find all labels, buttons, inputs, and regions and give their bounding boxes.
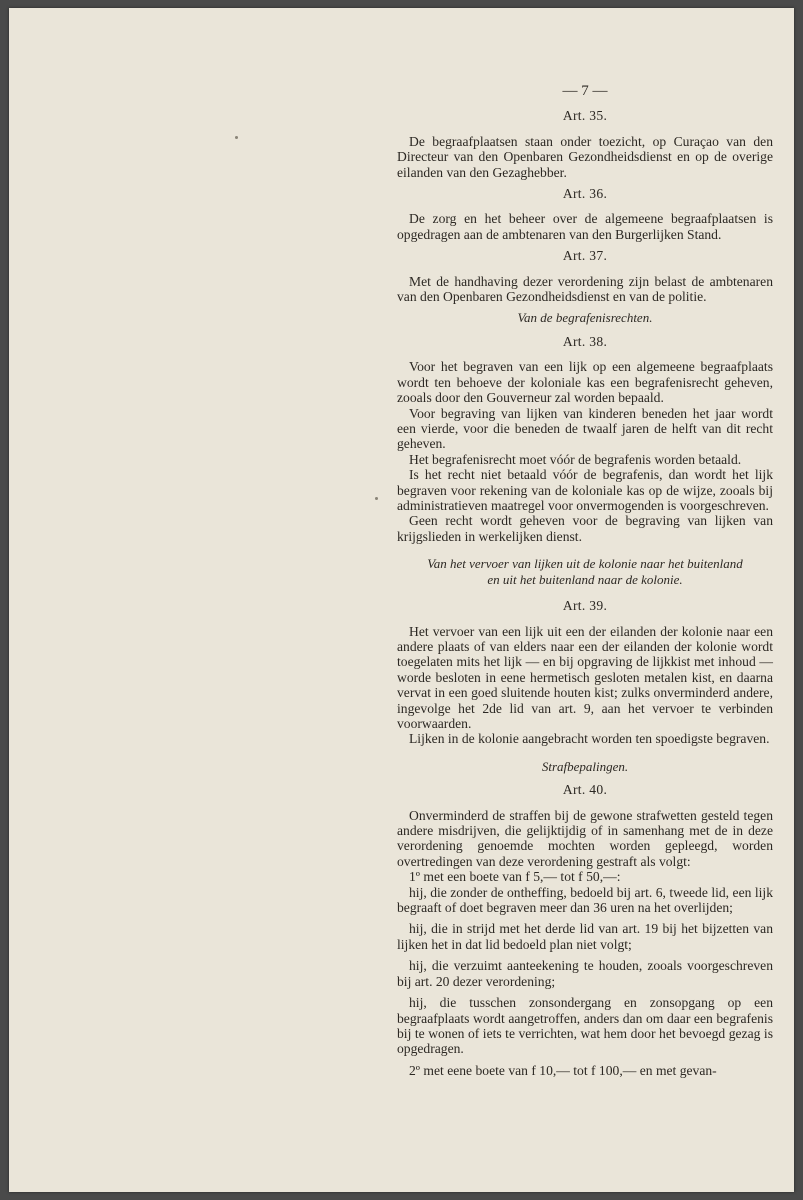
paragraph: De zorg en het beheer over de algemeene begraafplaatsen is opgedragen aan de ambtenaren van den Burgerlijken Stand. bbox=[397, 211, 773, 242]
paragraph: Lijken in de kolonie aangebracht worden ten spoedigste begraven. bbox=[409, 731, 770, 747]
paragraph: Onverminderd de straffen bij de gewone strafwetten gesteld tegen andere misdrijven, die gelijktijdig of in samenhang met de in deze verordening genoemde mochten worden gepleegd, worden overtredingen van deze verordening gestraft als volgt: bbox=[397, 807, 773, 869]
article-heading: Art. 37. bbox=[562, 248, 608, 264]
paragraph: 2º met eene boete van f 10,— tot f 100,— en met gevan- bbox=[409, 1062, 717, 1078]
paragraph: hij, die tusschen zonsondergang en zonsopgang op een begraafplaats wordt aangetroffen, anders dan om daar een begrafenis bij te wonen of iets te verrichten, wat hem door het bevoegd gezag is opgedragen. bbox=[397, 995, 773, 1057]
paragraph: Het begrafenisrecht moet vóór de begrafenis worden betaald. bbox=[409, 451, 742, 467]
article-heading: Art. 39. bbox=[562, 598, 608, 614]
section-heading: Van de begrafenisrechten. bbox=[517, 310, 653, 326]
paragraph: Voor begraving van lijken van kinderen beneden het jaar wordt een vierde, voor die beneden de twaalf jaren de helft van dit recht geheven. bbox=[397, 405, 773, 452]
paragraph: De begraafplaatsen staan onder toezicht, op Curaçao van den Directeur van den Openbaren Gezondheidsdienst en op de overige eilanden van den Gezaghebber. bbox=[397, 133, 773, 180]
paragraph: Het vervoer van een lijk uit een der eilanden der kolonie naar een andere plaats of van elders naar een der eilanden der kolonie wordt toegelaten mits het lijk — en bij opgraving de lijkkist met inhoud — worde besloten in eene hermetisch gesloten metalen kist, en daarna vervat in een goed sluitende houten kist; zulks onverminderd andere, ingevolge het 2de lid van art. 9, aan het vervoer te verbinden voorwaarden. bbox=[397, 623, 773, 731]
article-heading: Art. 36. bbox=[562, 186, 608, 202]
speck-mark bbox=[375, 497, 378, 500]
paragraph: Geen recht wordt geheven voor de begraving van lijken van krijgslieden in werkelijken dienst. bbox=[397, 513, 773, 544]
article-heading: Art. 35. bbox=[562, 108, 608, 124]
page-number: — 7 — bbox=[562, 83, 608, 99]
section-heading-line: Van het vervoer van lijken uit de kolonie naar het buitenland bbox=[427, 556, 743, 572]
paragraph: hij, die in strijd met het derde lid van art. 19 bij het bijzetten van lijken het in dat lid bedoeld plan niet volgt; bbox=[397, 921, 773, 952]
scanned-page bbox=[9, 8, 794, 1192]
speck-mark bbox=[235, 136, 238, 139]
section-heading-line: en uit het buitenland naar de kolonie. bbox=[487, 572, 683, 588]
section-heading bbox=[397, 556, 773, 588]
section-heading: Strafbepalingen. bbox=[541, 758, 629, 774]
paragraph: 1º met een boete van f 5,— tot f 50,—: bbox=[409, 869, 621, 885]
paragraph: Voor het begraven van een lijk op een algemeene begraafplaats wordt ten behoeve der koloniale kas een begrafenisrecht geheven, zooals door den Gouverneur zal worden bepaald. bbox=[397, 359, 773, 406]
text-column bbox=[397, 84, 773, 1078]
paragraph: Met de handhaving dezer verordening zijn belast de ambtenaren van den Openbaren Gezondheidsdienst en van de politie. bbox=[397, 273, 773, 305]
paragraph: hij, die zonder de ontheffing, bedoeld bij art. 6, tweede lid, een lijk begraaft of doet begraven meer dan 36 uren na het overlijden; bbox=[397, 884, 773, 916]
paragraph: hij, die verzuimt aanteekening te houden, zooals voorgeschreven bij art. 20 dezer verordening; bbox=[397, 958, 773, 989]
paragraph: Is het recht niet betaald vóór de begrafenis, dan wordt het lijk begraven voor rekening van de koloniale kas op de wijze, zooals bij administratieven maatregel voor onvermogenden is voorgeschreven. bbox=[397, 467, 773, 513]
article-heading: Art. 40. bbox=[562, 782, 608, 798]
article-heading: Art. 38. bbox=[562, 333, 608, 349]
